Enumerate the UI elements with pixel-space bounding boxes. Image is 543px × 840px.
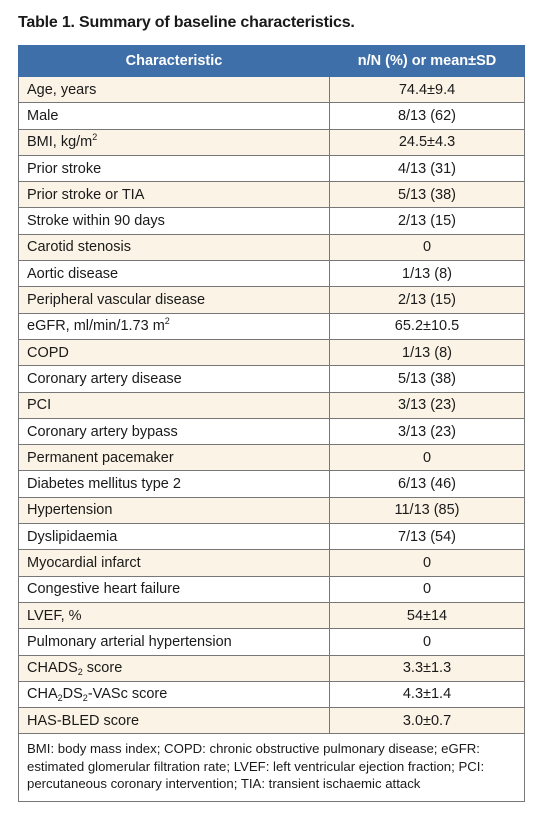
table-row — [19, 471, 525, 497]
row-label: Myocardial infarct — [19, 550, 330, 576]
table-row — [19, 261, 525, 287]
row-label: COPD — [19, 339, 330, 365]
row-label: Congestive heart failure — [19, 576, 330, 602]
row-value: 0 — [330, 445, 525, 471]
row-value: 0 — [330, 234, 525, 260]
table-row — [19, 681, 525, 707]
table-row — [19, 155, 525, 181]
label-text: BMI, kg/m — [27, 134, 93, 151]
column-header-value: n/N (%) or mean±SD — [330, 46, 525, 77]
table-row — [19, 576, 525, 602]
label-text: CHADS — [27, 660, 78, 677]
table-footnote: BMI: body mass index; COPD: chronic obstructive pulmonary disease; eGFR: estimated glomerular filtration rate; LVEF: left ventricular ejection fraction; PCI: percutaneous coronary intervention; TIA: transient ischaemic attack — [19, 734, 525, 802]
row-label: PCI — [19, 392, 330, 418]
subscript: 2 — [82, 693, 88, 704]
row-label: Peripheral vascular disease — [19, 287, 330, 313]
row-value: 54±14 — [330, 602, 525, 628]
table-caption: Table 1. Summary of baseline characteristics. — [18, 14, 355, 31]
row-value: 5/13 (38) — [330, 182, 525, 208]
table-row — [19, 392, 525, 418]
row-value: 8/13 (62) — [330, 103, 525, 129]
row-value: 2/13 (15) — [330, 287, 525, 313]
row-label: Prior stroke — [19, 155, 330, 181]
table-row — [19, 708, 525, 734]
table-row — [19, 77, 525, 103]
table-row — [19, 655, 525, 681]
row-label — [19, 313, 330, 339]
label-text: DS — [62, 686, 83, 703]
table-row — [19, 602, 525, 628]
row-value: 2/13 (15) — [330, 208, 525, 234]
table-row — [19, 129, 525, 155]
table-row — [19, 182, 525, 208]
row-label — [19, 129, 330, 155]
row-value: 1/13 (8) — [330, 339, 525, 365]
row-value: 4/13 (31) — [330, 155, 525, 181]
row-label: Permanent pacemaker — [19, 445, 330, 471]
row-label: Hypertension — [19, 497, 330, 523]
superscript: 2 — [164, 316, 170, 327]
table-row — [19, 313, 525, 339]
row-value: 5/13 (38) — [330, 366, 525, 392]
row-label: Coronary artery disease — [19, 366, 330, 392]
row-value: 11/13 (85) — [330, 497, 525, 523]
table-row — [19, 445, 525, 471]
subscript: 2 — [77, 667, 83, 678]
subscript: 2 — [57, 693, 63, 704]
table-body — [19, 77, 525, 802]
baseline-characteristics-table — [18, 45, 525, 802]
table-row — [19, 103, 525, 129]
row-value: 3.3±1.3 — [330, 655, 525, 681]
row-label: Age, years — [19, 77, 330, 103]
superscript: 2 — [92, 132, 98, 143]
row-value: 3.0±0.7 — [330, 708, 525, 734]
row-value: 74.4±9.4 — [330, 77, 525, 103]
row-label: Coronary artery bypass — [19, 418, 330, 444]
table-row — [19, 497, 525, 523]
row-label: Aortic disease — [19, 261, 330, 287]
table-row — [19, 208, 525, 234]
label-text: score — [82, 660, 123, 677]
row-value: 0 — [330, 629, 525, 655]
table-row — [19, 629, 525, 655]
row-value: 4.3±1.4 — [330, 681, 525, 707]
row-label: Pulmonary arterial hypertension — [19, 629, 330, 655]
table-row — [19, 339, 525, 365]
row-value: 24.5±4.3 — [330, 129, 525, 155]
label-text: CHA — [27, 686, 58, 703]
row-label: Diabetes mellitus type 2 — [19, 471, 330, 497]
table-row — [19, 524, 525, 550]
row-value: 0 — [330, 576, 525, 602]
row-value: 3/13 (23) — [330, 418, 525, 444]
row-value: 3/13 (23) — [330, 392, 525, 418]
label-text: -VASc score — [87, 686, 168, 703]
row-value: 7/13 (54) — [330, 524, 525, 550]
row-label: Dyslipidaemia — [19, 524, 330, 550]
row-label — [19, 655, 330, 681]
label-text: eGFR, ml/min/1.73 m — [27, 318, 165, 335]
table-row — [19, 287, 525, 313]
row-label: LVEF, % — [19, 602, 330, 628]
row-value: 6/13 (46) — [330, 471, 525, 497]
row-label: HAS-BLED score — [19, 708, 330, 734]
row-label: Carotid stenosis — [19, 234, 330, 260]
table-row — [19, 550, 525, 576]
column-header-characteristic: Characteristic — [19, 46, 330, 77]
row-value: 0 — [330, 550, 525, 576]
row-value: 1/13 (8) — [330, 261, 525, 287]
row-label — [19, 681, 330, 707]
row-value: 65.2±10.5 — [330, 313, 525, 339]
row-label: Prior stroke or TIA — [19, 182, 330, 208]
table-row — [19, 234, 525, 260]
table-row — [19, 366, 525, 392]
table-row — [19, 418, 525, 444]
table-footnote-row — [19, 734, 525, 802]
row-label: Male — [19, 103, 330, 129]
table-header-row — [19, 46, 525, 77]
row-label: Stroke within 90 days — [19, 208, 330, 234]
